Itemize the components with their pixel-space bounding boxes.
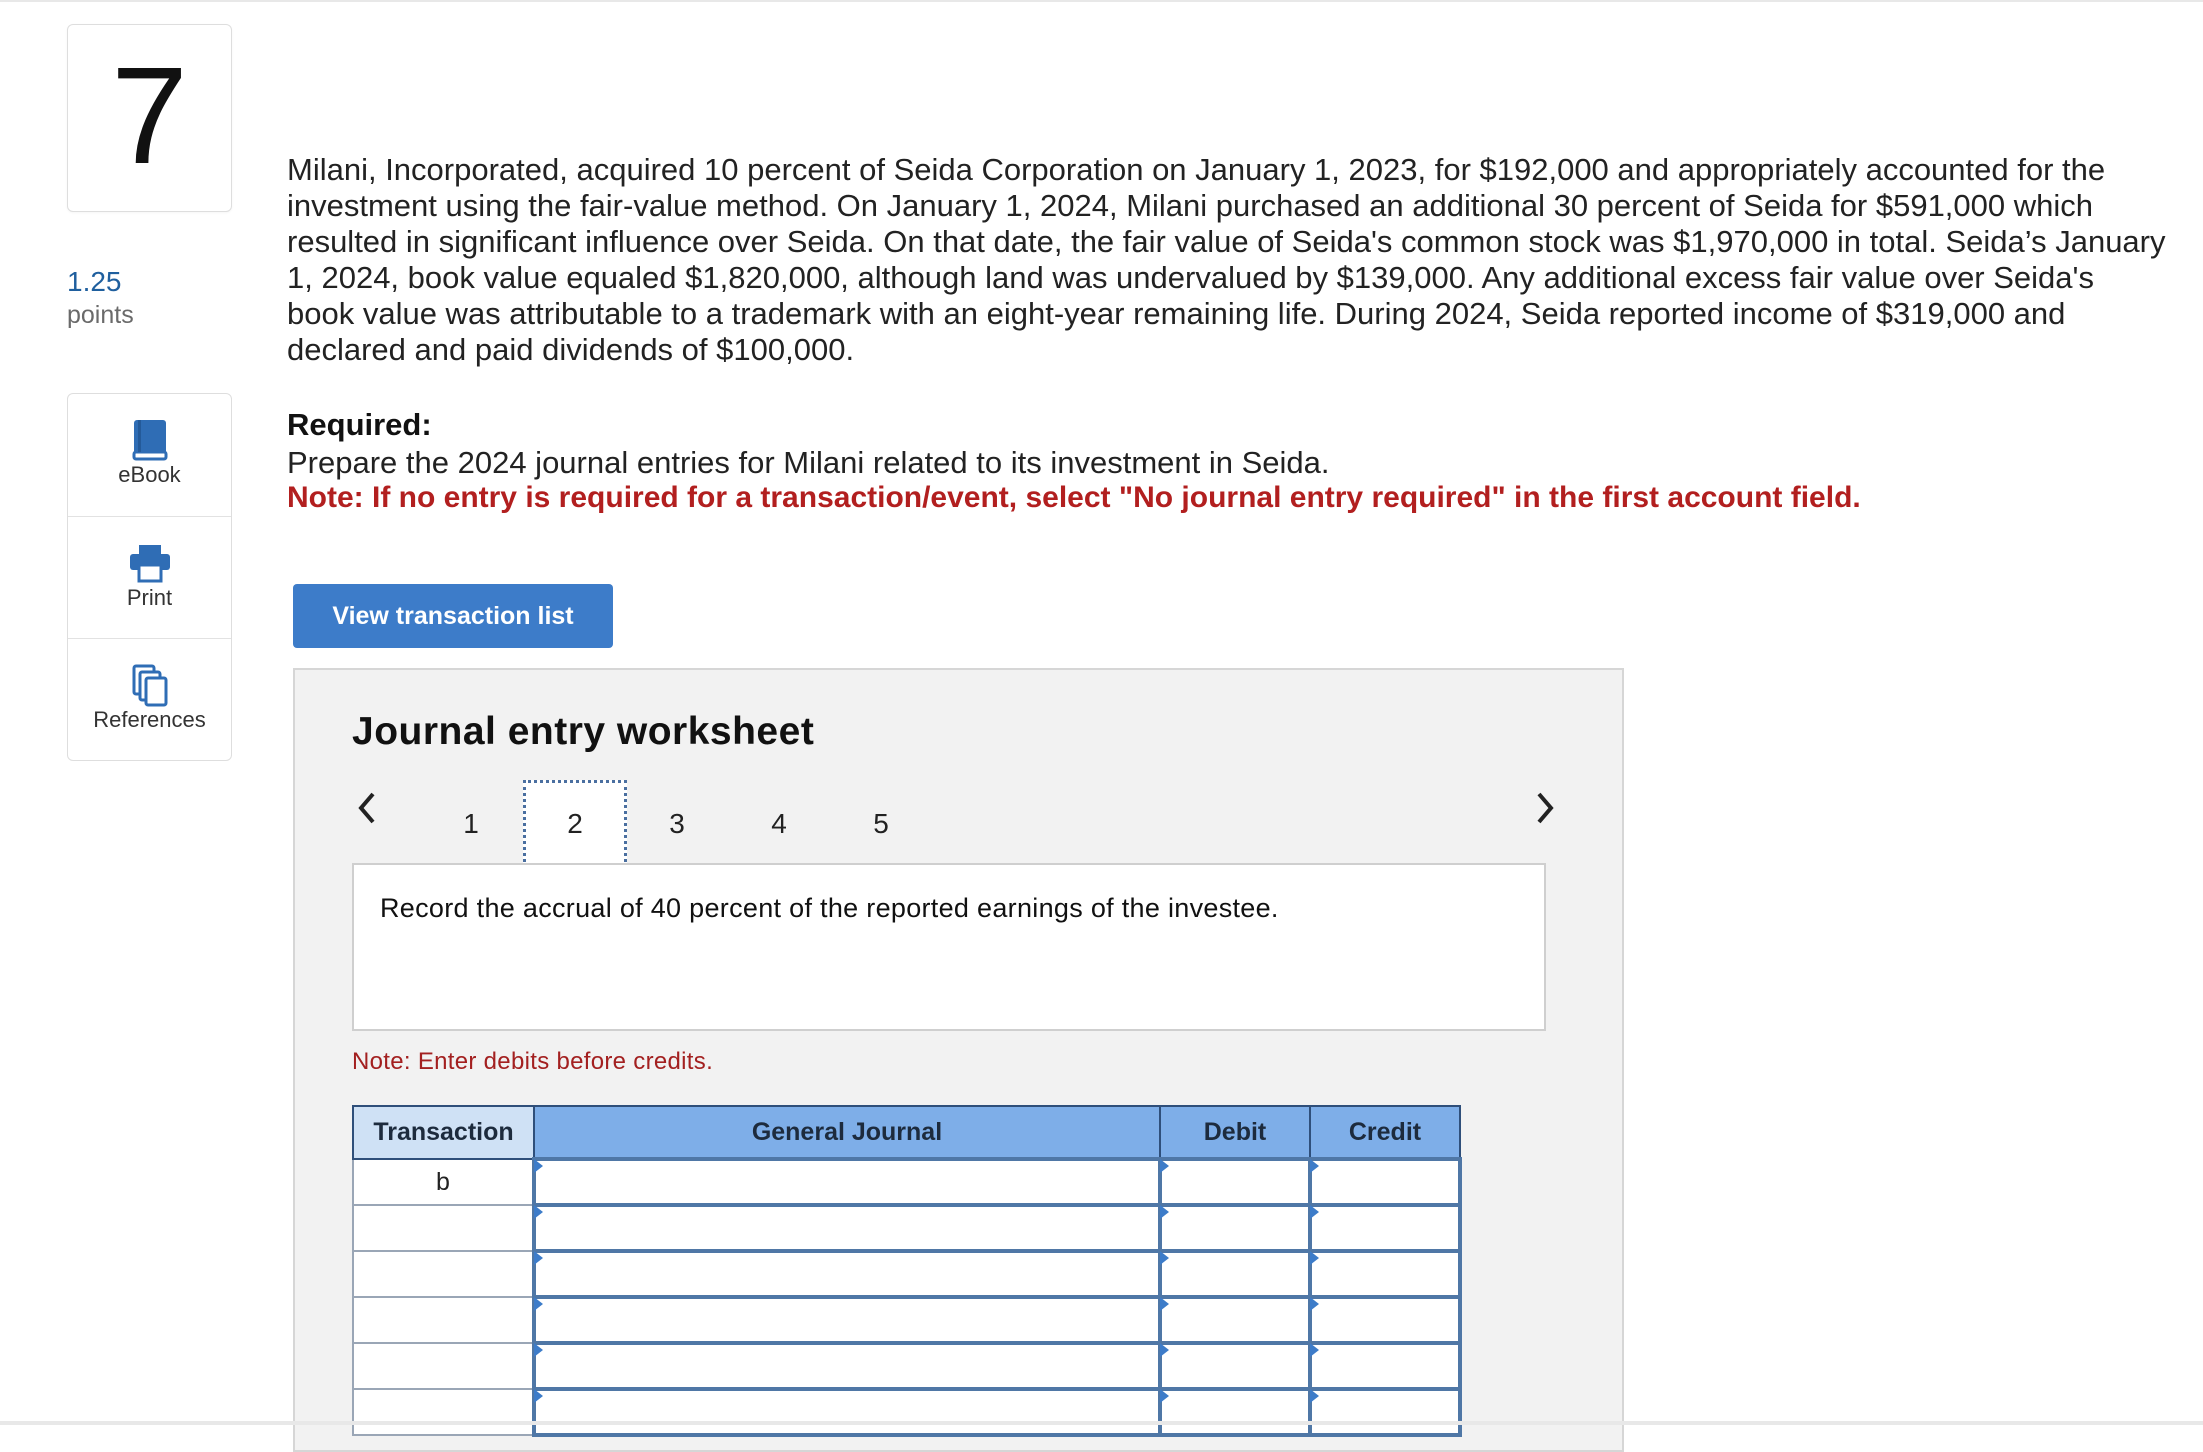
credit-input[interactable] (1310, 1251, 1460, 1297)
table-row (353, 1251, 1460, 1297)
credit-input[interactable] (1310, 1205, 1460, 1251)
book-icon (131, 418, 169, 467)
question-number-box (67, 24, 232, 212)
problem-text: Milani, Incorporated, acquired 10 percent of Seida Corporation on January 1, 2023, for $192,000 and appropriately accounted for the investment using the fair-value method. On January 1, 2024, Milani purchased an additional 30 percent of Seida for $591,000 which resulted in significant influence over Seida. On that date, the fair value of Seida's common stock was $1,970,000 in total. Seida’s January 1, 2024, book value equaled $1,820,000, although land was undervalued by $139,000. Any additional excess fair value over Seida's book value was attributable to a trademark with an eight-year remaining life. During 2024, Seida reported income of $319,000 and declared and paid dividends of $100,000. (287, 152, 2166, 367)
ebook-button[interactable] (68, 394, 231, 515)
transaction-cell: b (353, 1159, 534, 1205)
bottom-divider (0, 1421, 2203, 1425)
column-header-debit: Debit (1160, 1106, 1310, 1159)
required-text: Prepare the 2024 journal entries for Milani related to its investment in Seida. (287, 445, 1330, 480)
account-input[interactable] (534, 1159, 1160, 1205)
debit-input[interactable] (1160, 1343, 1310, 1389)
transaction-cell (353, 1343, 534, 1389)
page-5[interactable]: 5 (873, 808, 889, 839)
page-4[interactable]: 4 (771, 808, 787, 839)
instruction-text: Record the accrual of 40 percent of the reported earnings of the investee. (380, 893, 1279, 923)
references-button[interactable] (68, 638, 231, 760)
next-arrow-icon[interactable] (1533, 788, 1563, 828)
ebook-label: eBook (118, 462, 181, 487)
credit-input[interactable] (1310, 1297, 1460, 1343)
transaction-cell (353, 1205, 534, 1251)
table-row (353, 1159, 1460, 1205)
transaction-cell (353, 1389, 534, 1435)
required-note: Note: If no entry is required for a transaction/event, select "No journal entry required" in the first account field. (287, 481, 1861, 514)
table-row (353, 1343, 1460, 1389)
debit-input[interactable] (1160, 1297, 1310, 1343)
debit-input[interactable] (1160, 1205, 1310, 1251)
debit-input[interactable] (1160, 1159, 1310, 1205)
journal-entry-worksheet (293, 668, 1624, 1452)
journal-table (352, 1105, 1462, 1437)
account-input[interactable] (534, 1297, 1160, 1343)
transaction-cell (353, 1251, 534, 1297)
table-row (353, 1389, 1460, 1435)
account-input[interactable] (534, 1343, 1160, 1389)
references-label: References (93, 707, 206, 732)
table-header-row (353, 1106, 1460, 1159)
print-button[interactable] (68, 516, 231, 638)
transaction-cell (353, 1297, 534, 1343)
top-divider (0, 0, 2203, 2)
column-header-credit: Credit (1310, 1106, 1460, 1159)
column-header-general-journal: General Journal (534, 1106, 1160, 1159)
credit-input[interactable] (1310, 1343, 1460, 1389)
points-label: points (67, 301, 134, 329)
debit-input[interactable] (1160, 1251, 1310, 1297)
question-number: 7 (111, 39, 188, 193)
instruction-box (352, 863, 1546, 1031)
points-value: 1.25 (67, 266, 122, 297)
page-2[interactable]: 2 (523, 780, 627, 868)
table-row (353, 1297, 1460, 1343)
copy-icon (130, 663, 170, 712)
account-input[interactable] (534, 1389, 1160, 1435)
worksheet-title: Journal entry worksheet (352, 710, 815, 753)
page-3[interactable]: 3 (669, 808, 685, 839)
previous-arrow-icon[interactable] (355, 788, 385, 828)
column-header-transaction: Transaction (353, 1106, 534, 1159)
debits-note: Note: Enter debits before credits. (352, 1048, 714, 1075)
page-1[interactable]: 1 (463, 808, 479, 839)
debit-input[interactable] (1160, 1389, 1310, 1435)
tools-panel (67, 393, 232, 761)
view-transaction-list-button[interactable]: View transaction list (293, 584, 613, 648)
account-input[interactable] (534, 1251, 1160, 1297)
credit-input[interactable] (1310, 1159, 1460, 1205)
print-label: Print (126, 585, 173, 610)
printer-icon (128, 543, 172, 588)
required-title: Required: (287, 407, 432, 442)
table-row (353, 1205, 1460, 1251)
account-input[interactable] (534, 1205, 1160, 1251)
credit-input[interactable] (1310, 1389, 1460, 1435)
